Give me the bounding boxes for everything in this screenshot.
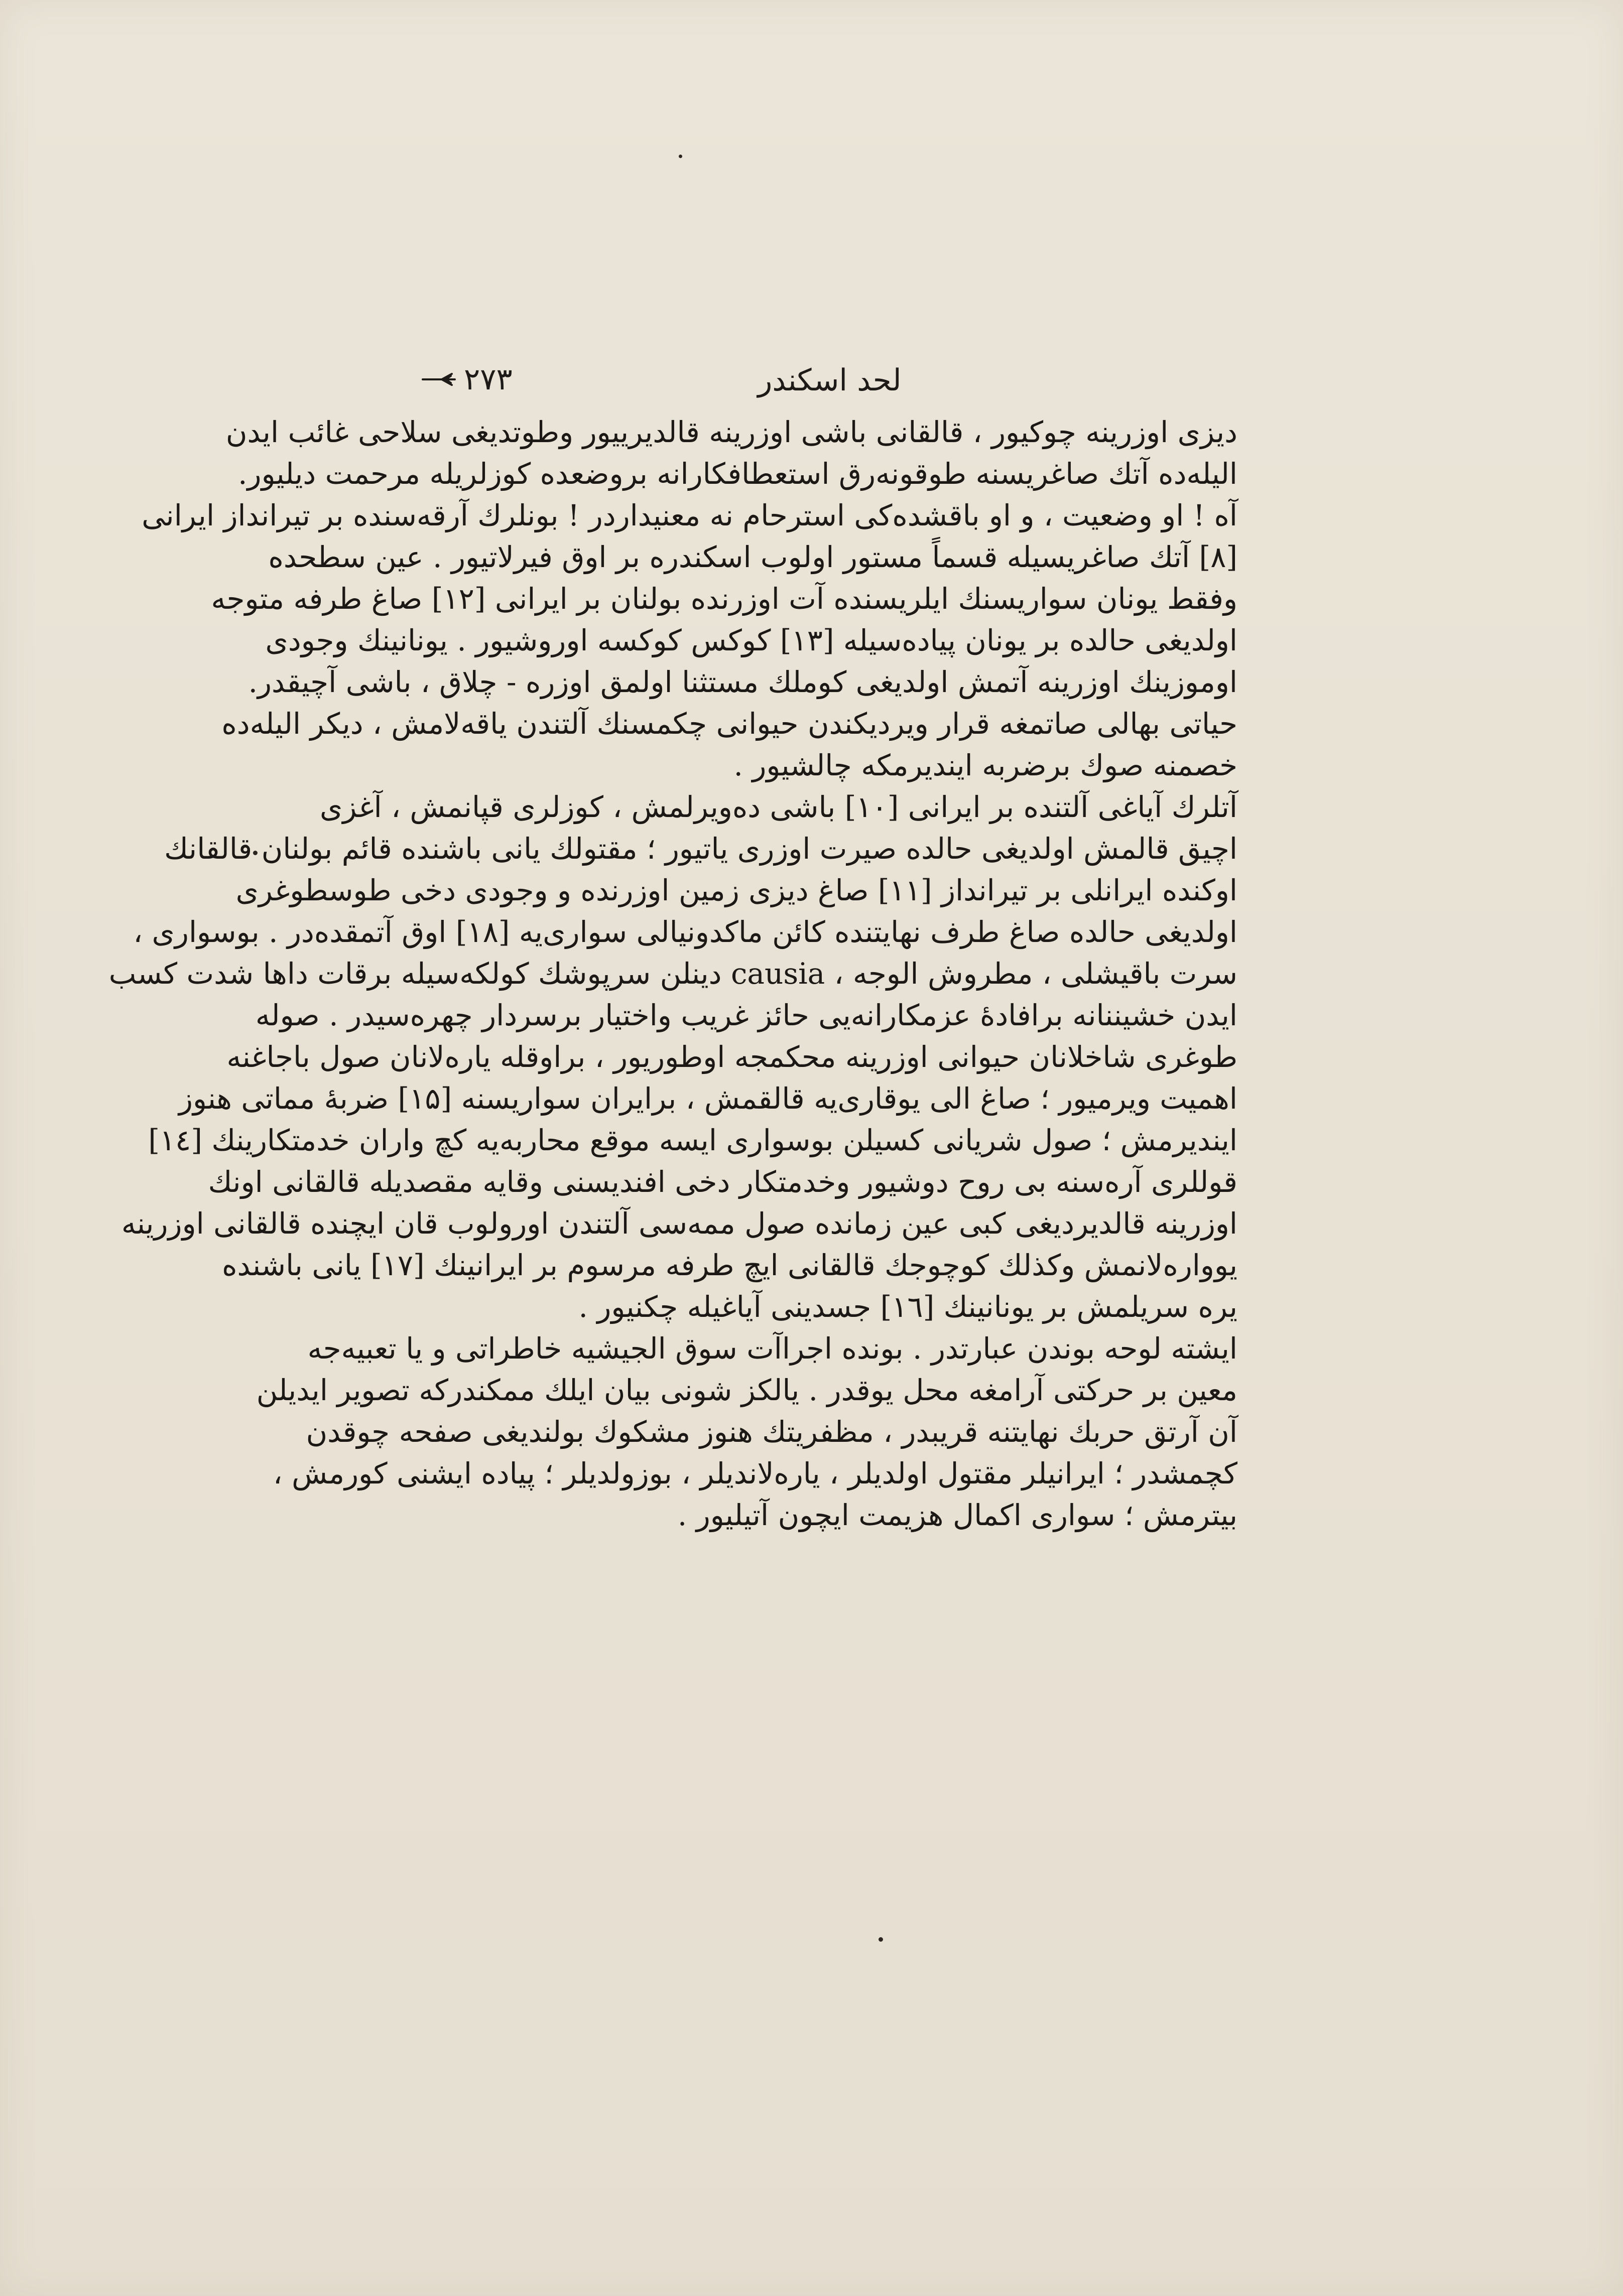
text-line: ایدن خشیننانه برافادهٔ عزمكارانه‌یی حائز غریب واختیار برسردار چهره‌سیدر . صوله: [255, 998, 1237, 1032]
ink-speck: [679, 155, 682, 158]
running-header: [422, 359, 1237, 399]
ink-speck: [879, 1937, 883, 1942]
text-line: بیترمش ؛ سواری اكمال هزیمت ایچون آتیلیور .: [677, 1498, 1237, 1532]
text-line: دیزی اوزرینه چوکیور ، قالقانی باشی اوزرینه قالدیرییور وطوتدیغی سلاحی غائب ایدن: [225, 415, 1237, 449]
page-number: ۲۷۳: [464, 362, 513, 397]
text-line: ایشته لوحه بوندن عبارتدر . بونده اجراآت سوق الجیشیه خاطراتی و یا تعبیه‌جه: [307, 1331, 1237, 1366]
paragraph-3: [256, 1328, 1237, 1536]
text-line: خصمنه صوك برضربه ایندیرمكه چالشیور .: [733, 748, 1237, 782]
text-line: اوزرینه قالدیردیغی كبی عین زمانده صول ممه‌سی آلتندن اورولوب قان ایچنده قالقانی اوزرینه: [121, 1206, 1237, 1241]
text-line: الیله‌ده آتك صاغریسنه طوقونه‌رق استعطافكارانه بروضعده كوزلریله مرحمت دیلیور.: [238, 457, 1237, 491]
text-line: طوغری شاخلانان حیوانی اوزرینه محكمجه اوطوریور ، براوقله یاره‌لانان صول باجاغنه: [226, 1040, 1237, 1074]
text-line: قوللری آره‌سنه بی روح دوشیور وخدمتكار دخی افندیسنی وقایه مقصدیله قالقانی اونك: [208, 1165, 1237, 1199]
text-line: اوموزینك اوزرینه آتمش اولدیغی كوملك مستثنا اولمق اوزره - چلاق ، باشی آچیقدر.: [248, 665, 1237, 699]
text-line: اولدیغی حالده صاغ طرف نهایتنده كائن ماكدونیالی سواری‌یه [۱۸] اوق آتمقده‌در . بوسواری ،: [133, 915, 1237, 949]
paragraph-2: [108, 786, 1237, 1328]
text-line: معین بر حركتی آرامغه محل یوقدر . یالكز شونی بیان ایلك ممكندركه تصویر ایدیلن: [256, 1373, 1237, 1407]
text-line: آن آرتق حربك نهایتنه قریبدر ، مظفریتك هنوز مشكوك بولندیغی صفحه چوقدن: [306, 1415, 1237, 1449]
text-line: كچمشدر ؛ ایرانیلر مقتول اولدیلر ، یاره‌لاندیلر ، بوزولدیلر ؛ پیاده ایشنی كورمش ،: [273, 1456, 1237, 1491]
body-text: [108, 412, 1237, 1536]
running-title: لحد اسكندر: [758, 363, 902, 398]
text-line: اهمیت ویرمیور ؛ صاغ الی یوقاری‌یه قالقمش ، برایران سواریسنه [۱۵] ضربهٔ مماتی هنوز: [178, 1082, 1237, 1116]
text-line: یوواره‌لانمش وكذلك كوچوجك قالقانی ایچ طرفه مرسوم بر ایرانینك [۱۷] یانی باشنده: [222, 1248, 1237, 1282]
text-line: یره سریلمش بر یونانینك [۱٦] جسدینی آیاغیله چكنیور .: [578, 1290, 1237, 1324]
paragraph-1: [142, 412, 1237, 786]
text-line: [۸] آتك صاغریسیله قسماً مستور اولوب اسكندره بر اوق فیرلاتیور . عین سطحده: [268, 540, 1237, 574]
text-line: اولدیغی حالده بر یونان پیاده‌سیله [۱۳] كوكس كوكسه اوروشیور . یونانینك وجودی: [265, 623, 1237, 657]
text-line: وفقط یونان سواریسنك ایلریسنده آت اوزرنده بولنان بر ایرانی [۱۲] صاغ طرفه متوجه: [211, 582, 1237, 616]
text-line: سرت باقیشلی ، مطروش الوجه ، causia دینلن سرپوشك كولكه‌سیله برقات داها شدت كسب: [108, 957, 1237, 991]
text-line: اچیق قالمش اولدیغی حالده صیرت اوزری یاتیور ؛ مقتولك یانی باشنده قائم بولنان قالقانك: [164, 832, 1237, 866]
text-line: ایندیرمش ؛ صول شریانی كسیلن بوسواری ایسه موقع محاربه‌یه كچ واران خدمتكارینك [۱٤]: [148, 1123, 1237, 1157]
text-line: اوكنده ایرانلی بر تیرانداز [۱۱] صاغ دیزی زمین اوزرنده و وجودی دخی طوسطوغری: [235, 873, 1237, 907]
text-line: حیاتی بهالی صاتمغه قرار ویردیكندن حیوانی چكمسنك آلتندن یاقه‌لامش ، دیكر الیله‌ده: [221, 707, 1237, 741]
text-line: آتلرك آیاغی آلتنده بر ایرانی [۱۰] باشی ده‌ویرلمش ، كوزلری قپانمش ، آغزی: [319, 790, 1237, 824]
text-line: آه ! او وضعیت ، و او باقشده‌كی استرحام نه معنیداردر ! بونلرك آرقه‌سنده بر تیرانداز ایرانی: [142, 498, 1237, 532]
